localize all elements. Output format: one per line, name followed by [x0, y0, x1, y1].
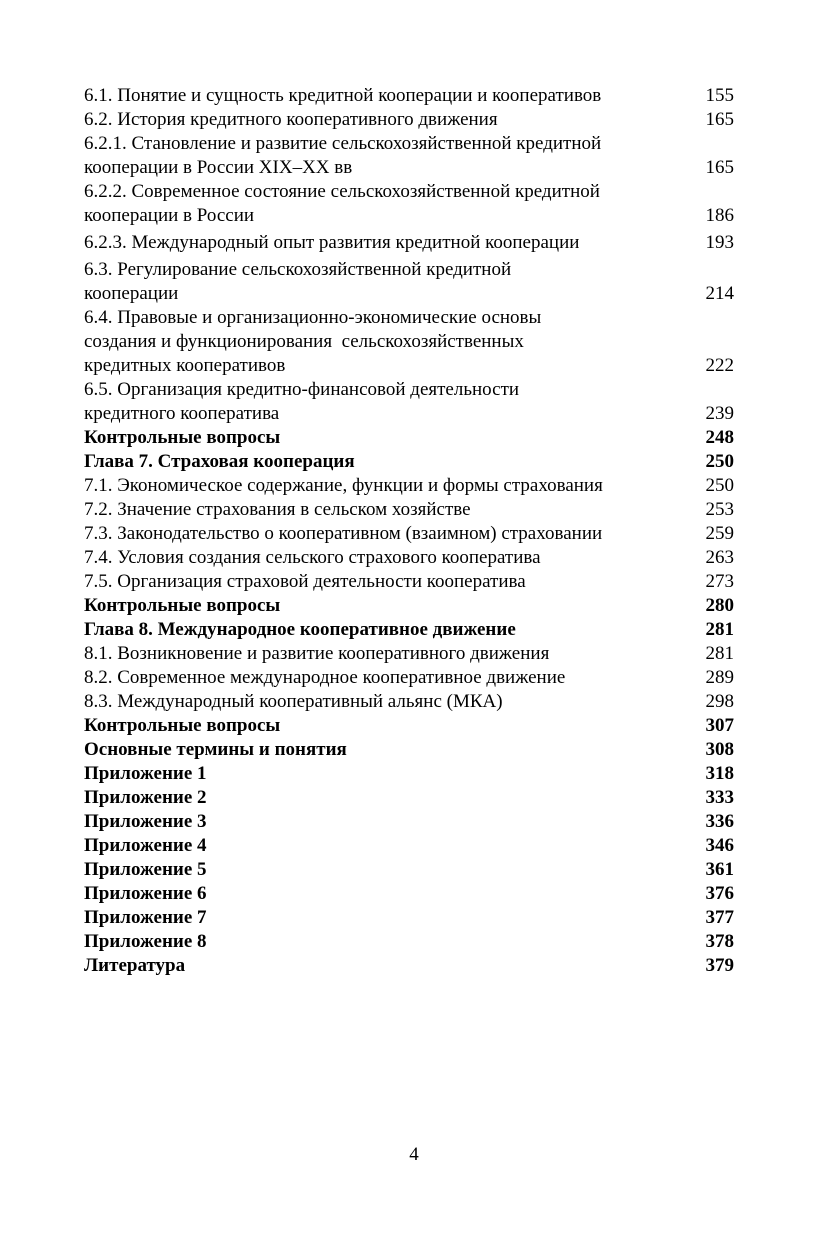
toc-entry: [84, 618, 734, 642]
toc-entry: [84, 762, 734, 786]
toc-entry-page: 214: [705, 283, 734, 304]
toc-entry-page: 281: [705, 619, 734, 640]
toc-entry: [84, 450, 734, 474]
toc-entry: [84, 858, 734, 882]
toc-entry-title: Глава 7. Страховая кооперация: [84, 451, 355, 472]
toc-entry: [84, 642, 734, 666]
toc-entry: [84, 954, 734, 978]
toc-entry: [84, 594, 734, 618]
toc-entry-title: 7.3. Законодательство о кооперативном (взаимном) страховании: [84, 523, 603, 544]
toc-entry-page: 222: [705, 355, 734, 376]
toc-entry: [84, 810, 734, 834]
toc-entry-title: Контрольные вопросы: [84, 595, 281, 616]
toc-entry-title: Приложение 1: [84, 763, 207, 784]
toc-entry-page: 336: [705, 811, 734, 832]
toc-entry-page: 186: [705, 205, 734, 226]
toc-entry-page: 346: [705, 835, 734, 856]
toc-entry-title: Контрольные вопросы: [84, 427, 281, 448]
toc-entry-title: 8.2. Современное международное кооперативное движение: [84, 667, 566, 688]
toc-entry-title: 8.1. Возникновение и развитие кооперативного движения: [84, 643, 550, 664]
toc-entry-page: 376: [705, 883, 734, 904]
toc-entry: [84, 132, 734, 180]
toc-entry-page: 379: [705, 955, 734, 976]
toc-entry-title: Приложение 8: [84, 931, 207, 952]
toc-entry-page: 361: [705, 859, 734, 880]
toc-entry-page: 263: [705, 547, 734, 568]
toc-entry-title: 8.3. Международный кооперативный альянс (МКА): [84, 691, 503, 712]
toc-entry-page: 308: [705, 739, 734, 760]
toc-entry-page: 239: [705, 403, 734, 424]
toc-entry: [84, 522, 734, 546]
page-number: 4: [409, 1144, 419, 1165]
toc-entry: [84, 690, 734, 714]
toc-entry-page: 193: [705, 232, 734, 253]
toc-entry-page: 298: [705, 691, 734, 712]
toc-entry: [84, 666, 734, 690]
toc-entry: [84, 834, 734, 858]
toc-entry: [84, 258, 734, 306]
toc-entry: [84, 738, 734, 762]
toc-entry: [84, 546, 734, 570]
toc-entry-page: 273: [705, 571, 734, 592]
toc-entry-title: Приложение 6: [84, 883, 207, 904]
toc-entry-title: 6.2.2. Современное состояние сельскохозяйственной кредитной кооперации в России: [84, 181, 600, 226]
toc-entry-title: Глава 8. Международное кооперативное движение: [84, 619, 516, 640]
toc-entry-title: 7.5. Организация страховой деятельности кооператива: [84, 571, 526, 592]
toc-entry-title: Приложение 2: [84, 787, 207, 808]
toc-entry-page: 333: [705, 787, 734, 808]
toc-entry-title: 6.1. Понятие и сущность кредитной кооперации и кооперативов: [84, 85, 602, 106]
toc-entry-page: 165: [705, 157, 734, 178]
toc-entry-title: Приложение 4: [84, 835, 207, 856]
toc-entry-title: Приложение 7: [84, 907, 207, 928]
toc-entry: [84, 498, 734, 522]
toc-entry-title: Контрольные вопросы: [84, 715, 281, 736]
toc-entry-title: 6.5. Организация кредитно-финансовой деятельности кредитного кооператива: [84, 379, 520, 424]
toc-entry: [84, 786, 734, 810]
toc-entry: [84, 306, 734, 378]
toc-entry-title: Приложение 3: [84, 811, 207, 832]
toc-entry-title: 6.4. Правовые и организационно-экономические основы создания и функционирования сельскохозяйственных кредитных кооперативов: [84, 307, 542, 376]
toc-entry-title: Литература: [84, 955, 186, 976]
toc-entry-page: 250: [705, 475, 734, 496]
toc-entry-page: 318: [705, 763, 734, 784]
toc-entry: [84, 378, 734, 426]
toc-entry: [84, 84, 734, 108]
toc-entry-page: 289: [705, 667, 734, 688]
toc-entry: [84, 930, 734, 954]
toc-entry-title: 6.3. Регулирование сельскохозяйственной кредитной кооперации: [84, 259, 512, 304]
toc-entry-title: 6.2. История кредитного кооперативного движения: [84, 109, 498, 130]
toc-entry-page: 253: [705, 499, 734, 520]
toc-entry: [84, 231, 734, 255]
toc-entry: [84, 108, 734, 132]
toc-entry-page: 280: [705, 595, 734, 616]
toc-entry: [84, 426, 734, 450]
toc-entry-title: Основные термины и понятия: [84, 739, 347, 760]
toc-entry: [84, 474, 734, 498]
toc-entry-page: 155: [705, 85, 734, 106]
toc-entry-title: 6.2.3. Международный опыт развития кредитной кооперации: [84, 232, 580, 253]
toc-entry-title: 7.4. Условия создания сельского страхового кооператива: [84, 547, 541, 568]
toc-entry-title: Приложение 5: [84, 859, 207, 880]
toc-entry-page: 259: [705, 523, 734, 544]
toc-entry-title: 7.2. Значение страхования в сельском хозяйстве: [84, 499, 471, 520]
toc-entry: [84, 906, 734, 930]
toc-entry-page: 250: [705, 451, 734, 472]
table-of-contents: [84, 84, 734, 978]
toc-entry-page: 377: [705, 907, 734, 928]
toc-entry-title: 7.1. Экономическое содержание, функции и формы страхования: [84, 475, 603, 496]
toc-entry-page: 165: [705, 109, 734, 130]
toc-entry-title: 6.2.1. Становление и развитие сельскохозяйственной кредитной кооперации в России XIX–XX вв: [84, 133, 602, 178]
toc-entry: [84, 714, 734, 738]
toc-entry-page: 248: [705, 427, 734, 448]
toc-entry: [84, 570, 734, 594]
toc-entry-page: 307: [705, 715, 734, 736]
toc-entry-page: 281: [705, 643, 734, 664]
toc-entry: [84, 180, 734, 228]
toc-entry: [84, 882, 734, 906]
toc-entry-page: 378: [705, 931, 734, 952]
